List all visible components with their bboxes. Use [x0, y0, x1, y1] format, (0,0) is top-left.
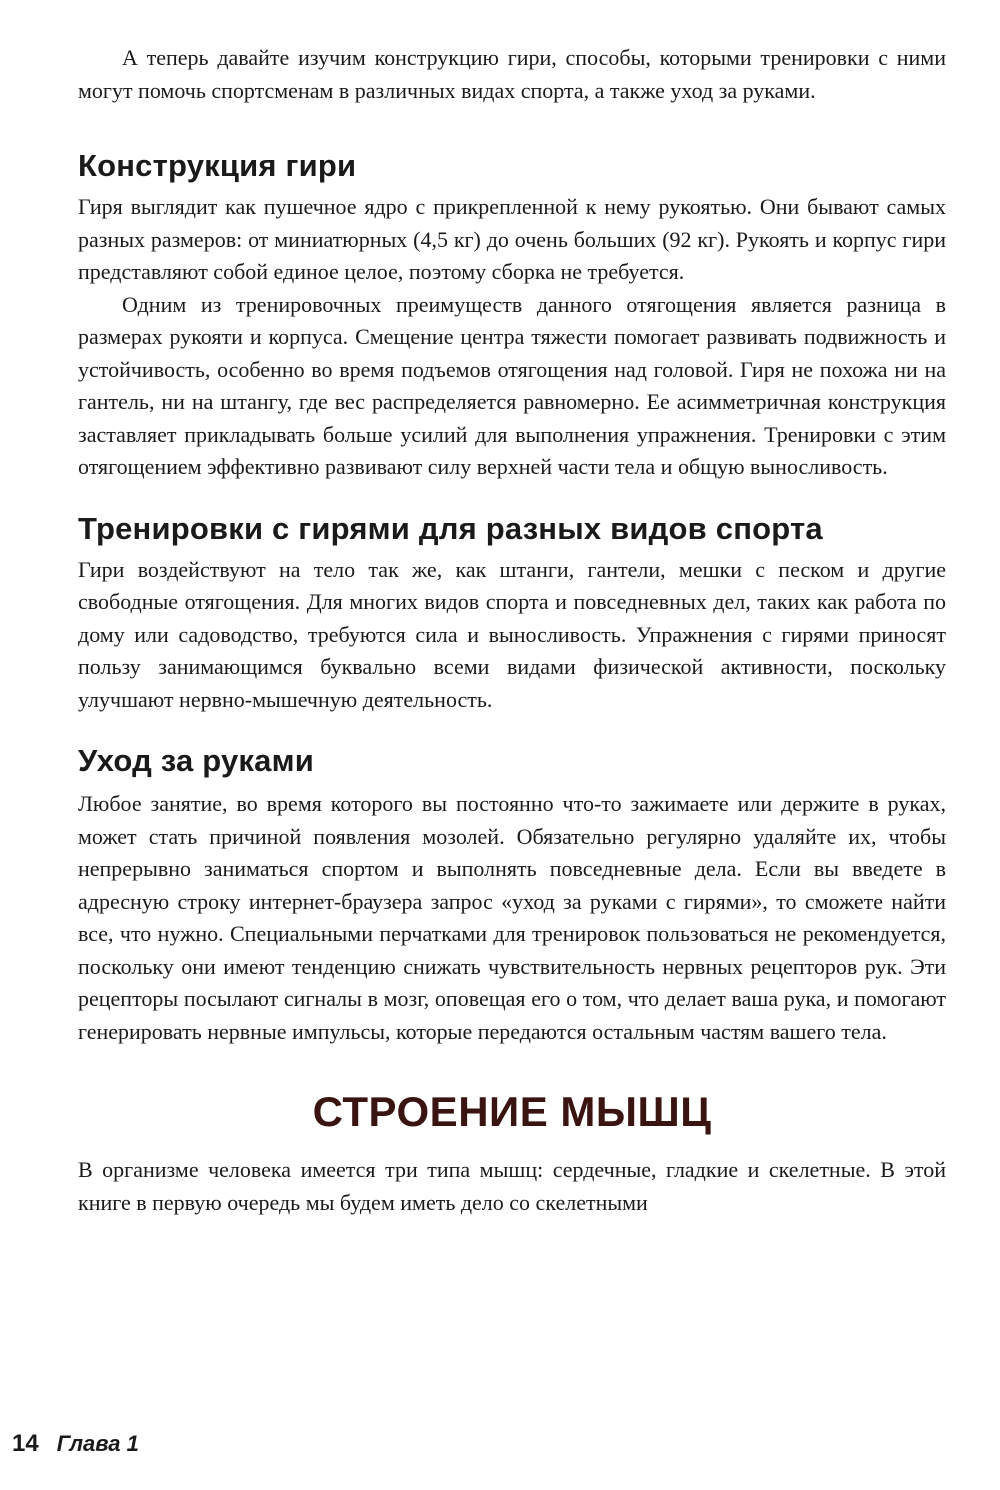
- muscles-paragraph-1: В организме человека имеется три типа мышц: сердечные, гладкие и скелетные. В этой книге в первую очередь мы будем иметь дело со скелетными: [78, 1157, 946, 1215]
- construction-paragraph-2: Одним из тренировочных преимуществ данного отягощения является разница в размерах рукояти и корпуса. Смещение центра тяжести помогает развивать подвижность и устойчивость, особенно во время подъемов отягощения над головой. Гиря не похожа ни на гантель, ни на штангу, где вес распределяется равномерно. Ее асимметричная конструкция заставляет прикладывать больше усилий для выполнения упражнения. Тренировки с этим отягощением эффективно развивают силу верхней части тела и общую выносливость.: [78, 291, 946, 479]
- construction-paragraph-1: Гиря выглядит как пушечное ядро с прикрепленной к нему рукоятью. Они бывают самых разных размеров: от миниатюрных (4,5 кг) до очень больших (92 кг). Рукоять и корпус гири представляют собой единое целое, поэтому сборка не требуется.: [78, 194, 946, 284]
- page-number: 14: [12, 1430, 39, 1457]
- section-heading-sports: Тренировки с гирями для разных видов спорта: [78, 510, 823, 546]
- chapter-label: Глава 1: [56, 1431, 139, 1456]
- sports-paragraph-1: Гири воздействуют на тело так же, как штанги, гантели, мешки с песком и другие свободные отягощения. Для многих видов спорта и повседневных дел, таких как работа по дому или садоводство, требуются сила и выносливость. Упражнения с гирями приносят пользу занимающимся буквально всеми видами физической активности, поскольку улучшают нервно-мышечную деятельность.: [78, 556, 946, 712]
- chapter-heading-muscle-structure: СТРОЕНИЕ МЫШЦ: [312, 1088, 712, 1135]
- intro-paragraph: А теперь давайте изучим конструкцию гири, способы, которыми тренировки с ними могут помочь спортсменам в различных видах спорта, а также уход за руками.: [78, 45, 946, 103]
- section-heading-construction: Конструкция гири: [78, 148, 357, 183]
- hand-care-paragraph-1: Любое занятие, во время которого вы постоянно что-то зажимаете или держите в руках, может стать причиной появления мозолей. Обязательно регулярно удаляйте их, чтобы непрерывно заниматься спортом и выполнять повседневные дела. Если вы введете в адресную строку интернет-браузера запрос «уход за руками с гирями», то сможете найти все, что нужно. Специальными перчатками для тренировок пользоваться не рекомендуется, поскольку они имеют тенденцию снижать чувствительность нервных рецепторов рук. Эти рецепторы посылают сигналы в мозг, оповещая его о том, что делает ваша рука, и помогают генерировать нервные импульсы, которые передаются остальным частям вашего тела.: [78, 791, 946, 1044]
- page-content: [78, 42, 946, 1219]
- section-heading-hand-care: Уход за руками: [78, 743, 314, 778]
- page-footer: [12, 1430, 139, 1458]
